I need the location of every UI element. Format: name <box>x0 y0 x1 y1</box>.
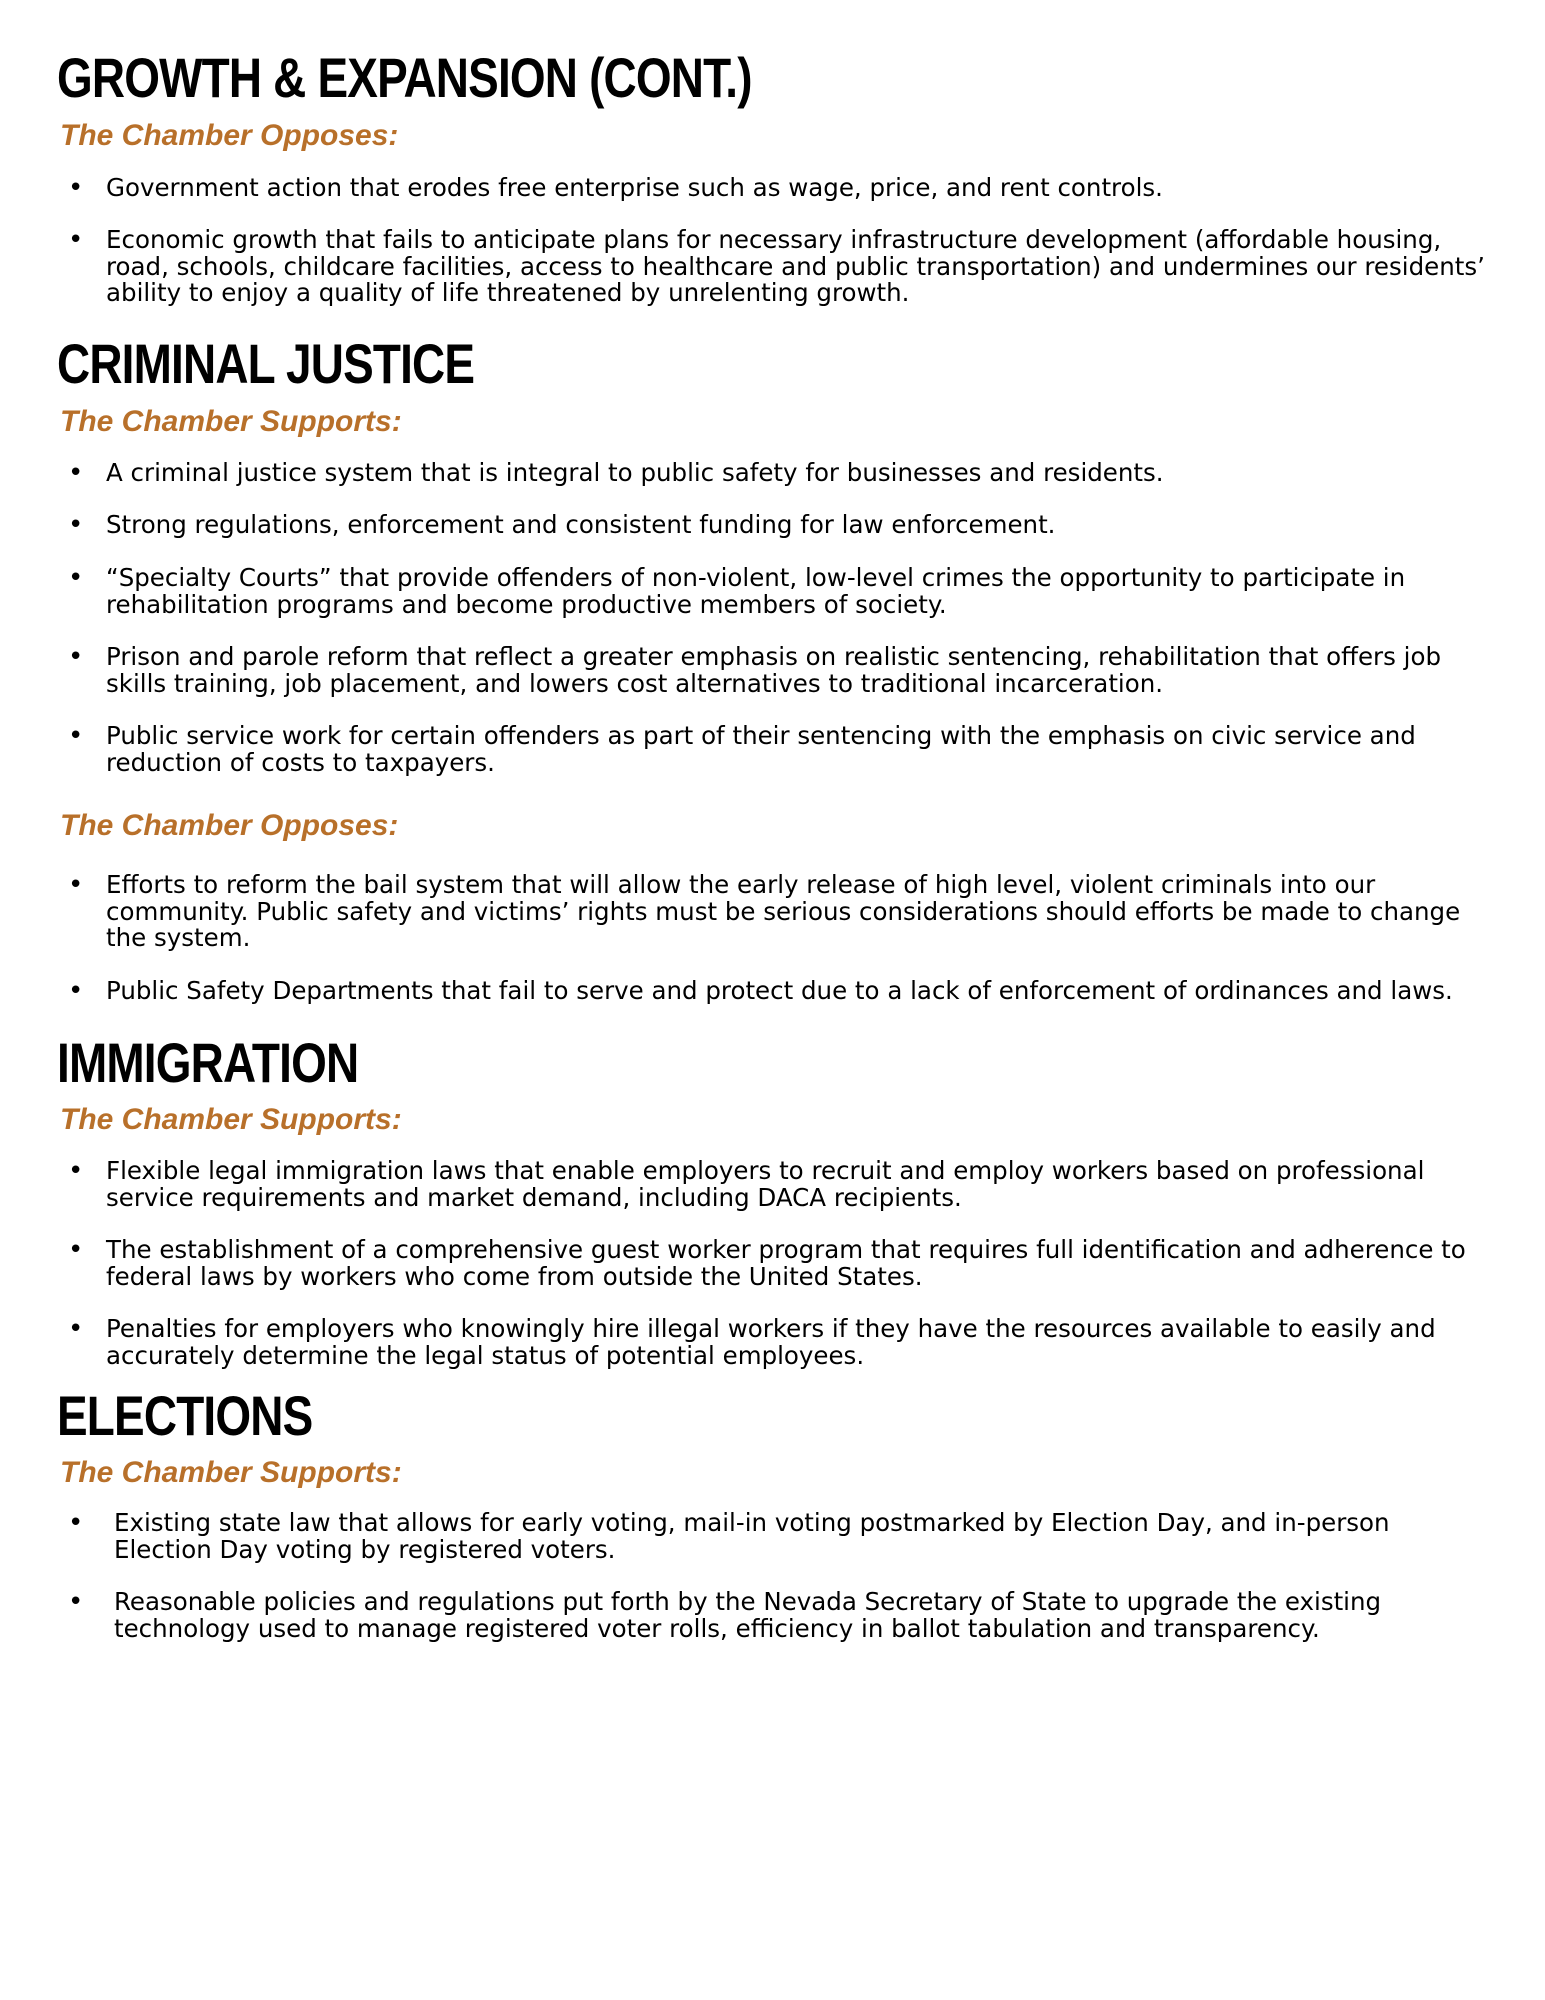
list-item <box>68 723 1488 776</box>
list-item-text: “Specialty Courts” that provide offenders of non-violent, low-level crimes the opportunity to participate in rehabilitation programs and become productive members of society. <box>106 563 1406 619</box>
bullet-icon: • <box>68 1508 84 1538</box>
list-item-text: Efforts to reform the bail system that will allow the early release of high level, violent criminals into our community. Public safety and victims’ rights must be serious considerations should efforts be made to change the system. <box>106 870 1461 952</box>
bullet-icon: • <box>68 173 84 203</box>
list-item-text: Government action that erodes free enterprise such as wage, price, and rent controls. <box>106 173 1163 202</box>
list-item <box>68 1510 1488 1563</box>
list-item-text: A criminal justice system that is integral to public safety for businesses and residents. <box>106 458 1164 487</box>
subheading-criminal-justice-supports: The Chamber Supports: <box>60 405 402 438</box>
list-item <box>68 872 1488 952</box>
subheading-elections-supports: The Chamber Supports: <box>60 1456 402 1489</box>
list-item-text: Economic growth that fails to anticipate plans for necessary infrastructure development (affordable housing, road, schools, childcare facilities, access to healthcare and public transportation) and undermines our residents’ ability to enjoy a quality of life threatened by unrelenting growth. <box>106 225 1485 307</box>
list-item-text: Reasonable policies and regulations put forth by the Nevada Secretary of State to upgrade the existing technology used to manage registered voter rolls, efficiency in ballot tabulation and transparency. <box>114 1587 1382 1643</box>
bullet-icon: • <box>68 721 84 751</box>
list-item-text: The establishment of a comprehensive guest worker program that requires full identification and adherence to federal laws by workers who come from outside the United States. <box>106 1235 1466 1291</box>
list-item-text: Penalties for employers who knowingly hire illegal workers if they have the resources available to easily and accurately determine the legal status of potential employees. <box>106 1314 1436 1370</box>
bullet-icon: • <box>68 1235 84 1265</box>
list-item-text: Public Safety Departments that fail to serve and protect due to a lack of enforcement of ordinances and laws. <box>106 976 1453 1005</box>
bullet-icon: • <box>68 976 84 1006</box>
section-title-immigration: IMMIGRATION <box>57 1031 359 1094</box>
subheading-criminal-justice-opposes: The Chamber Opposes: <box>60 809 399 842</box>
list-item-text: Flexible legal immigration laws that enable employers to recruit and employ workers based on professional service requirements and market demand, including DACA recipients. <box>106 1156 1425 1212</box>
list-item <box>68 1589 1488 1642</box>
bullet-icon: • <box>68 225 84 255</box>
list-item-text: Existing state law that allows for early voting, mail-in voting postmarked by Election Day, and in-person Election Day voting by registered voters. <box>114 1508 1390 1564</box>
list-item-text: Public service work for certain offenders as part of their sentencing with the emphasis on civic service and reduction of costs to taxpayers. <box>106 721 1416 777</box>
subheading-growth-opposes: The Chamber Opposes: <box>60 119 399 152</box>
bullet-icon: • <box>68 870 84 900</box>
list-item <box>68 1316 1488 1369</box>
section-title-elections: ELECTIONS <box>57 1384 313 1447</box>
section-title-criminal-justice: CRIMINAL JUSTICE <box>57 332 475 395</box>
list-item <box>68 644 1488 697</box>
list-item <box>68 565 1488 618</box>
list-item <box>68 1237 1488 1290</box>
list-item <box>68 460 1488 487</box>
list-item-text: Prison and parole reform that reflect a greater emphasis on realistic sentencing, rehabilitation that offers job skills training, job placement, and lowers cost alternatives to traditional incarceration. <box>106 642 1442 698</box>
bullet-icon: • <box>68 1587 84 1617</box>
bullet-icon: • <box>68 642 84 672</box>
bullet-icon: • <box>68 563 84 593</box>
bullet-icon: • <box>68 510 84 540</box>
bullet-icon: • <box>68 458 84 488</box>
bullet-icon: • <box>68 1314 84 1344</box>
subheading-immigration-supports: The Chamber Supports: <box>60 1103 402 1136</box>
bullet-icon: • <box>68 1156 84 1186</box>
list-item-text: Strong regulations, enforcement and consistent funding for law enforcement. <box>106 510 1056 539</box>
list-item <box>68 978 1488 1005</box>
list-item <box>68 1158 1488 1211</box>
section-title-growth: GROWTH & EXPANSION (CONT.) <box>57 46 752 109</box>
list-item <box>68 175 1488 202</box>
list-item <box>68 227 1488 307</box>
list-item <box>68 512 1488 539</box>
